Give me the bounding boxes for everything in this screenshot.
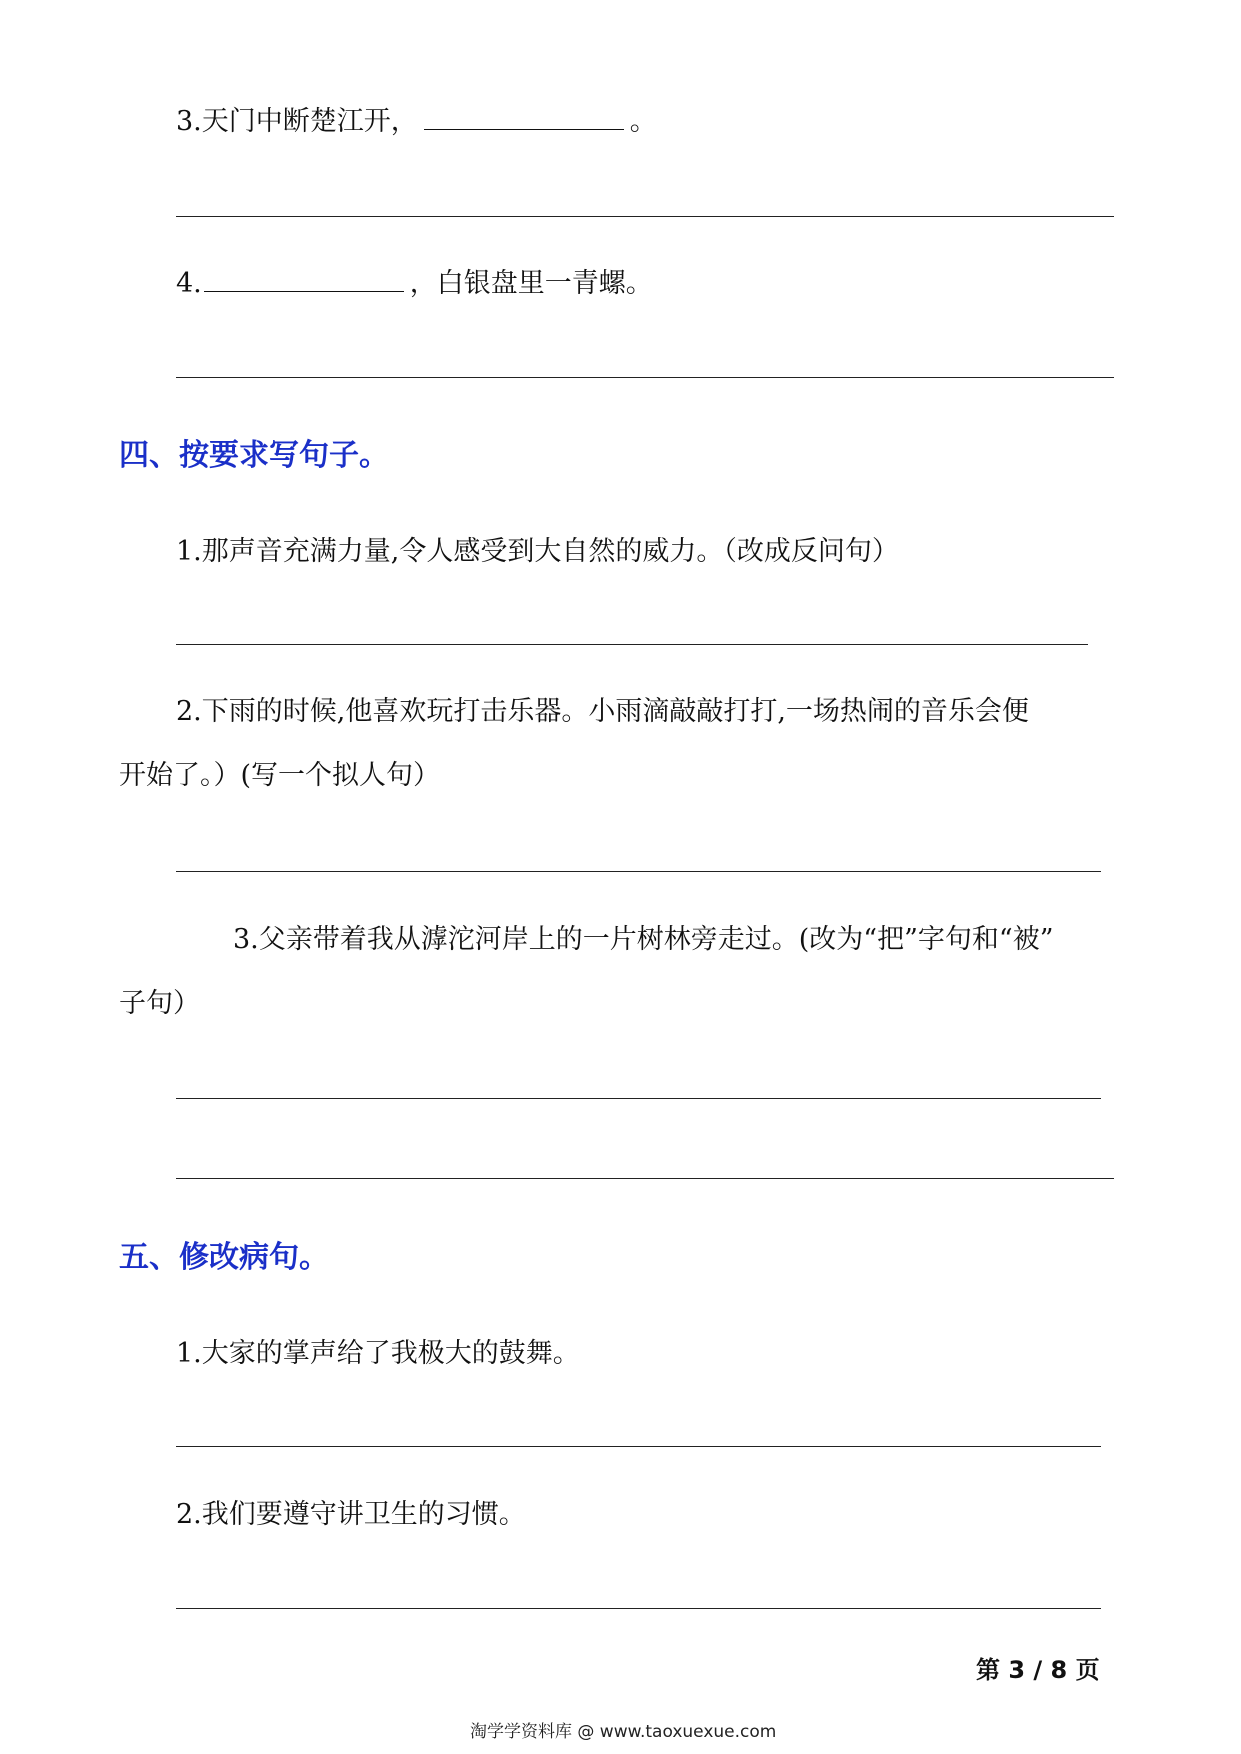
question-number: 4.	[176, 268, 202, 299]
question-5-2: 2.我们要遵守讲卫生的习惯。	[176, 1499, 526, 1530]
answer-line[interactable]	[176, 1178, 1114, 1179]
question-3-4	[176, 266, 653, 302]
section-title-4: 四、按要求写句子。	[119, 438, 389, 473]
question-4-2-line2: 开始了。）(写一个拟人句）	[119, 760, 441, 791]
answer-line[interactable]	[176, 871, 1101, 872]
answer-line[interactable]	[176, 1608, 1101, 1609]
answer-line[interactable]	[176, 216, 1114, 217]
question-text: 天门中断楚江开，	[201, 106, 418, 137]
page-number: 第 3 / 8 页	[976, 1656, 1100, 1684]
question-end: 。	[629, 106, 657, 137]
question-4-3-line2: 子句）	[119, 988, 200, 1019]
question-4-3-line1: 3.父亲带着我从滹沱河岸上的一片树林旁走过。(改为“把”字句和“被”	[233, 924, 1054, 955]
answer-line[interactable]	[176, 377, 1114, 378]
section-title-5: 五、修改病句。	[119, 1240, 329, 1275]
fill-blank[interactable]	[424, 105, 624, 130]
question-text: ，白银盘里一青螺。	[409, 268, 653, 299]
question-number: 3.	[176, 106, 202, 137]
question-5-1: 1.大家的掌声给了我极大的鼓舞。	[176, 1338, 580, 1369]
answer-line[interactable]	[176, 1098, 1101, 1099]
fill-blank[interactable]	[204, 267, 404, 292]
question-3-3	[176, 104, 657, 140]
question-4-1: 1.那声音充满力量,令人感受到大自然的威力。（改成反问句）	[176, 536, 899, 567]
question-4-2-line1: 2.下雨的时候,他喜欢玩打击乐器。小雨滴敲敲打打,一场热闹的音乐会便	[176, 696, 1029, 727]
answer-line[interactable]	[176, 644, 1088, 645]
watermark-text: 淘学学资料库 @ www.taoxuexue.com	[470, 1722, 777, 1742]
answer-line[interactable]	[176, 1446, 1101, 1447]
